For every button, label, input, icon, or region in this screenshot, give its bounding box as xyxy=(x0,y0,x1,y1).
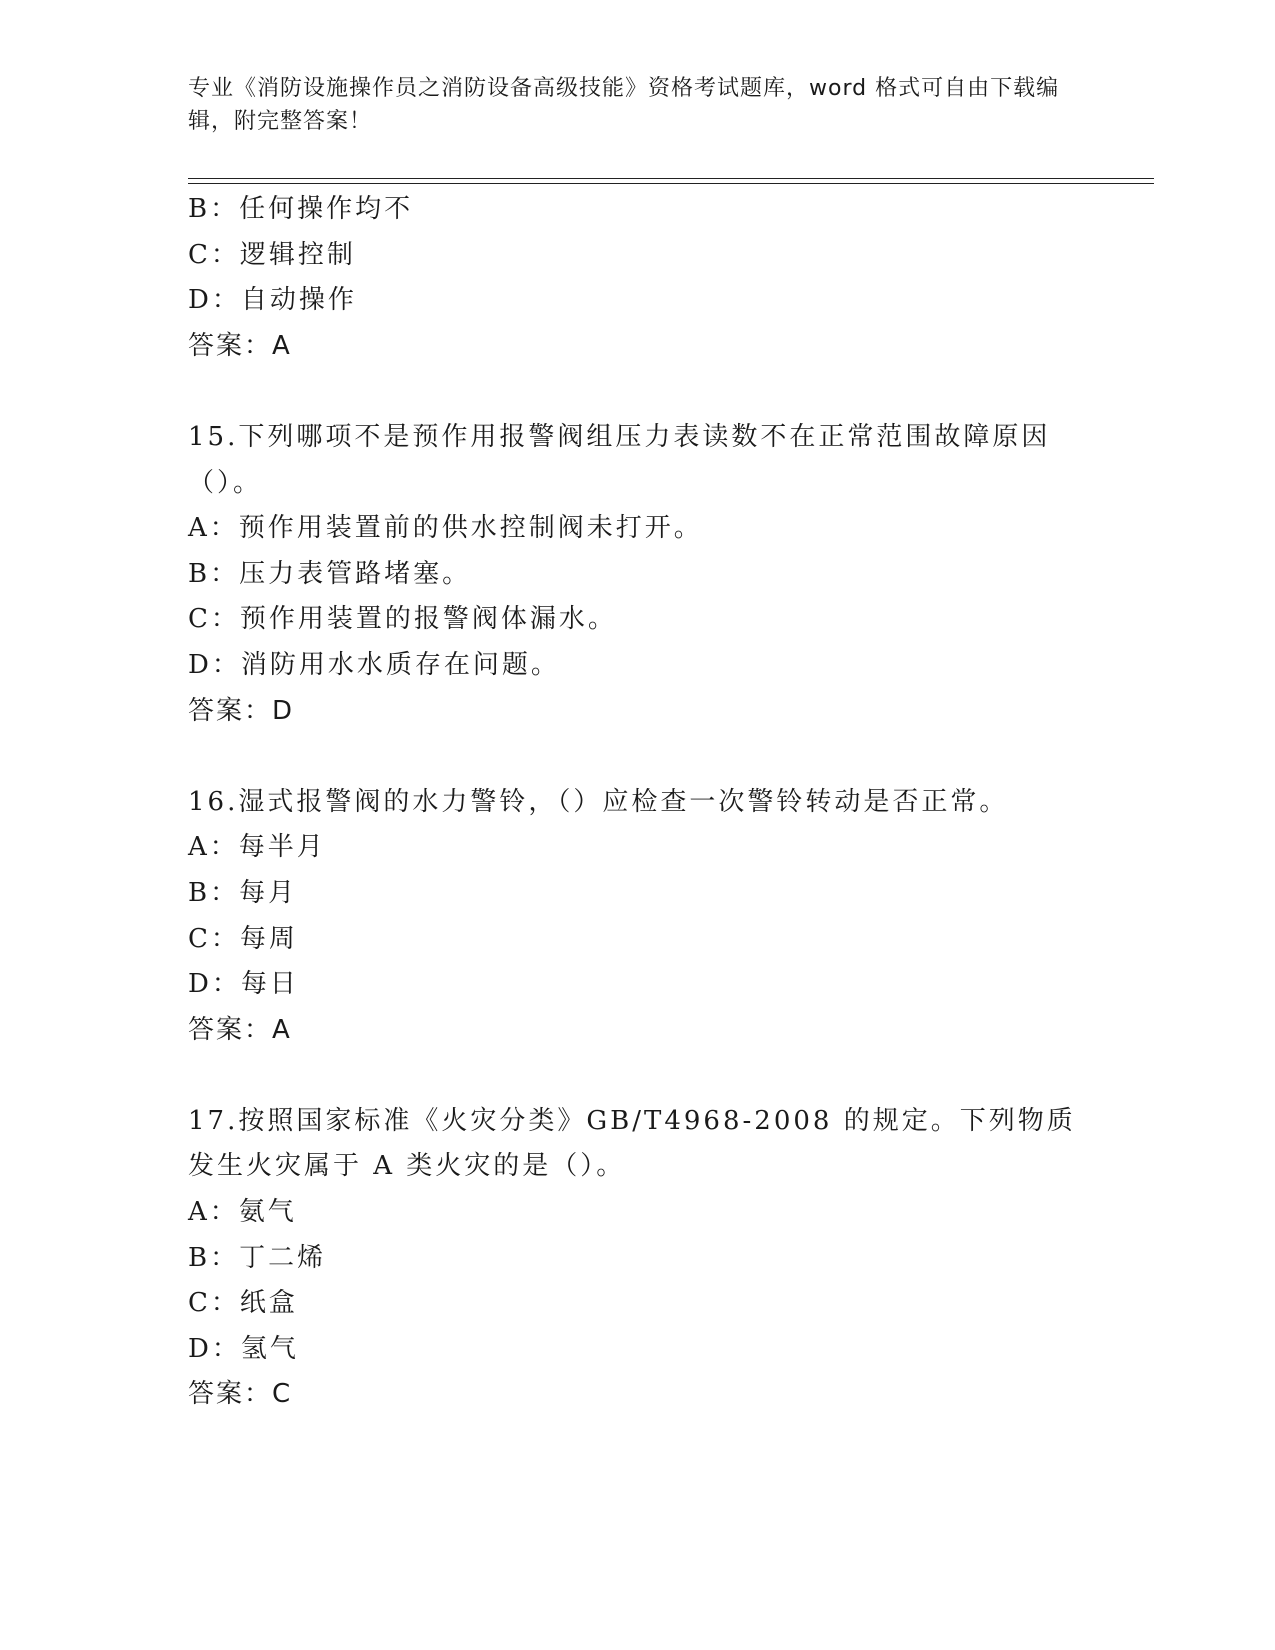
question-16: 16.湿式报警阀的水力警铃，（）应检查一次警铃转动是否正常。 xyxy=(188,786,1009,817)
page-header: 专业《消防设施操作员之消防设备高级技能》资格考试题库，word 格式可自由下载编辑，附完整答案！ xyxy=(188,76,1060,134)
spacer xyxy=(188,1053,1088,1099)
option-c: C：逻辑控制 xyxy=(188,239,356,270)
answer: 答案：A xyxy=(188,1014,292,1045)
option-c: C：每周 xyxy=(188,923,298,954)
option-b: B：每月 xyxy=(188,877,298,908)
option-d: D：消防用水水质存在问题。 xyxy=(188,649,560,680)
option-a: A：预作用装置前的供水控制阀未打开。 xyxy=(188,513,703,544)
option-b: B：压力表管路堵塞。 xyxy=(188,558,472,589)
option-d: D：氢气 xyxy=(188,1333,299,1364)
answer: 答案：D xyxy=(188,695,295,726)
question-list xyxy=(188,187,1088,1418)
spacer xyxy=(188,369,1088,415)
header-divider xyxy=(188,178,1154,179)
option-d: D：每日 xyxy=(188,969,299,1000)
option-a: A：每半月 xyxy=(188,832,326,863)
option-a: A：氨气 xyxy=(188,1197,297,1228)
option-d: D：自动操作 xyxy=(188,285,357,316)
spacer xyxy=(188,734,1088,780)
answer: 答案：C xyxy=(188,1379,293,1410)
answer: 答案：A xyxy=(188,330,292,361)
header-divider-double xyxy=(188,183,1154,184)
question-17: 17.按照国家标准《火灾分类》GB/T4968-2008 的规定。下列物质发生火灾属于 A 类火灾的是（）。 xyxy=(188,1105,1076,1182)
option-b: B：任何操作均不 xyxy=(188,194,414,224)
option-c: C：预作用装置的报警阀体漏水。 xyxy=(188,604,617,635)
question-15: 15.下列哪项不是预作用报警阀组压力表读数不在正常范围故障原因（）。 xyxy=(188,421,1051,498)
option-c: C：纸盒 xyxy=(188,1288,298,1319)
option-b: B：丁二烯 xyxy=(188,1242,327,1273)
